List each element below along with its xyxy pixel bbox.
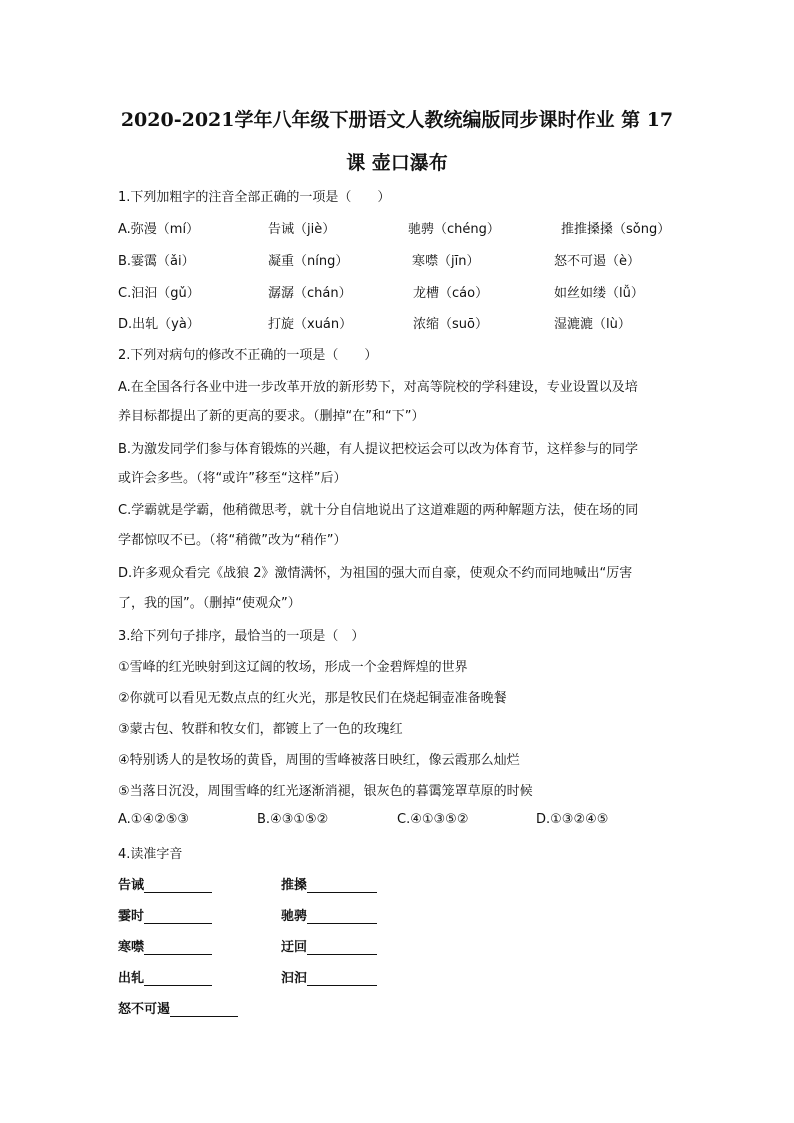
q2-option-d-line-2: 了，我的国”。（删掉“使观众”） — [118, 596, 301, 611]
q1-option-d1: D.出轧（yà） — [118, 317, 200, 332]
q3-sentence-1: ①雪峰的红光映射到这辽阔的牧场，形成一个金碧辉煌的世界 — [118, 660, 468, 675]
answer-blank[interactable] — [307, 971, 377, 986]
q1-option-c1: C.汩汩（gǔ） — [118, 286, 200, 301]
q1-option-c4: 如丝如缕（lǚ） — [554, 286, 644, 301]
answer-blank[interactable] — [144, 878, 212, 893]
q1-option-c2: 潺潺（chán） — [268, 286, 352, 301]
q4-word: 迂回 — [281, 940, 308, 955]
q4-word: 汩汩 — [281, 971, 308, 986]
q4-word: 推搡 — [281, 878, 308, 893]
q4-item-1 — [118, 874, 212, 893]
q1-option-b4: 怒不可遏（è） — [554, 254, 640, 269]
q4-word: 霎时 — [118, 909, 145, 924]
q3-option-b: B.④③①⑤② — [257, 812, 329, 827]
q4-item-7 — [118, 967, 212, 986]
answer-blank[interactable] — [307, 940, 377, 955]
q2-option-c-line-1: C.学霸就是学霸，他稍微思考，就十分自信地说出了这道难题的两种解题方法，使在场的同 — [118, 503, 639, 518]
q4-stem: 4.读准字音 — [118, 847, 183, 862]
q3-stem: 3.给下列句子排序，最恰当的一项是（ ） — [118, 629, 365, 644]
q4-word: 寒噤 — [118, 940, 145, 955]
answer-blank[interactable] — [170, 1002, 238, 1017]
q4-item-9 — [118, 998, 238, 1017]
q4-word: 告诫 — [118, 878, 145, 893]
q1-option-b3: 寒噤（jīn） — [412, 254, 480, 269]
q1-option-d3: 浓缩（suō） — [413, 317, 488, 332]
q3-sentence-5: ⑤当落日沉没，周围雪峰的红光逐渐消褪，银灰色的暮霭笼罩草原的时候 — [118, 784, 533, 799]
q4-item-2 — [281, 874, 377, 893]
answer-blank[interactable] — [144, 971, 212, 986]
q1-option-d4: 湿漉漉（lù） — [554, 317, 631, 332]
q2-option-c-line-2: 学都惊叹不已。（将“稍微”改为“稍作”） — [118, 533, 347, 548]
q1-option-a4: 推推搡搡（sǒng） — [561, 222, 671, 237]
q4-word: 驰骋 — [281, 909, 308, 924]
q3-sentence-4: ④特别诱人的是牧场的黄昏，周围的雪峰被落日映红，像云霞那么灿烂 — [118, 753, 520, 768]
q3-option-a: A.①④②⑤③ — [118, 812, 190, 827]
q1-option-d2: 打旋（xuán） — [268, 317, 353, 332]
q2-option-a-line-2: 养目标都提出了新的更高的要求。（删掉“在”和“下”） — [118, 409, 425, 424]
q2-stem: 2.下列对病句的修改不正确的一项是（ ） — [118, 348, 378, 363]
q1-stem: 1.下列加粗字的注音全部正确的一项是（ ） — [118, 190, 391, 205]
q4-word: 出轧 — [118, 971, 145, 986]
q1-option-b1: B.霎霭（ǎi） — [118, 254, 195, 269]
answer-blank[interactable] — [307, 878, 377, 893]
q4-item-6 — [281, 936, 377, 955]
document-title-line-1: 2020-2021学年八年级下册语文人教统编版同步课时作业 第 17 — [120, 109, 674, 131]
q4-item-5 — [118, 936, 212, 955]
q3-option-d: D.①③②④⑤ — [536, 812, 609, 827]
q3-sentence-2: ②你就可以看见无数点点的红火光，那是牧民们在烧起铜壶准备晚餐 — [118, 691, 507, 706]
q4-item-8 — [281, 967, 377, 986]
q2-option-b-line-1: B.为激发同学们参与体育锻炼的兴趣，有人提议把校运会可以改为体育节，这样参与的同学 — [118, 442, 639, 457]
answer-blank[interactable] — [144, 909, 212, 924]
q1-option-a3: 驰骋（chéng） — [408, 222, 500, 237]
q2-option-d-line-1: D.许多观众看完《战狼 2》激情满怀，为祖国的强大而自豪，使观众不约而同地喊出“厉害 — [118, 566, 633, 581]
answer-blank[interactable] — [307, 909, 377, 924]
q2-option-a-line-1: A.在全国各行各业中进一步改革开放的新形势下，对高等院校的学科建设，专业设置以及培 — [118, 380, 638, 395]
q1-option-a2: 告诫（jiè） — [268, 222, 336, 237]
q2-option-b-line-2: 或许会多些。（将“或许”移至“这样”后） — [118, 471, 347, 486]
q3-option-c: C.④①③⑤② — [397, 812, 469, 827]
q3-sentence-3: ③蒙古包、牧群和牧女们，都镀上了一色的玫瑰红 — [118, 722, 403, 737]
q4-word: 怒不可遏 — [118, 1002, 171, 1017]
answer-blank[interactable] — [144, 940, 212, 955]
q4-item-4 — [281, 905, 377, 924]
q4-item-3 — [118, 905, 212, 924]
q1-option-b2: 凝重（níng） — [268, 254, 349, 269]
q1-option-c3: 龙槽（cáo） — [413, 286, 489, 301]
q1-option-a1: A.弥漫（mí） — [118, 222, 200, 237]
document-title-line-2: 课 壶口瀑布 — [346, 152, 448, 174]
